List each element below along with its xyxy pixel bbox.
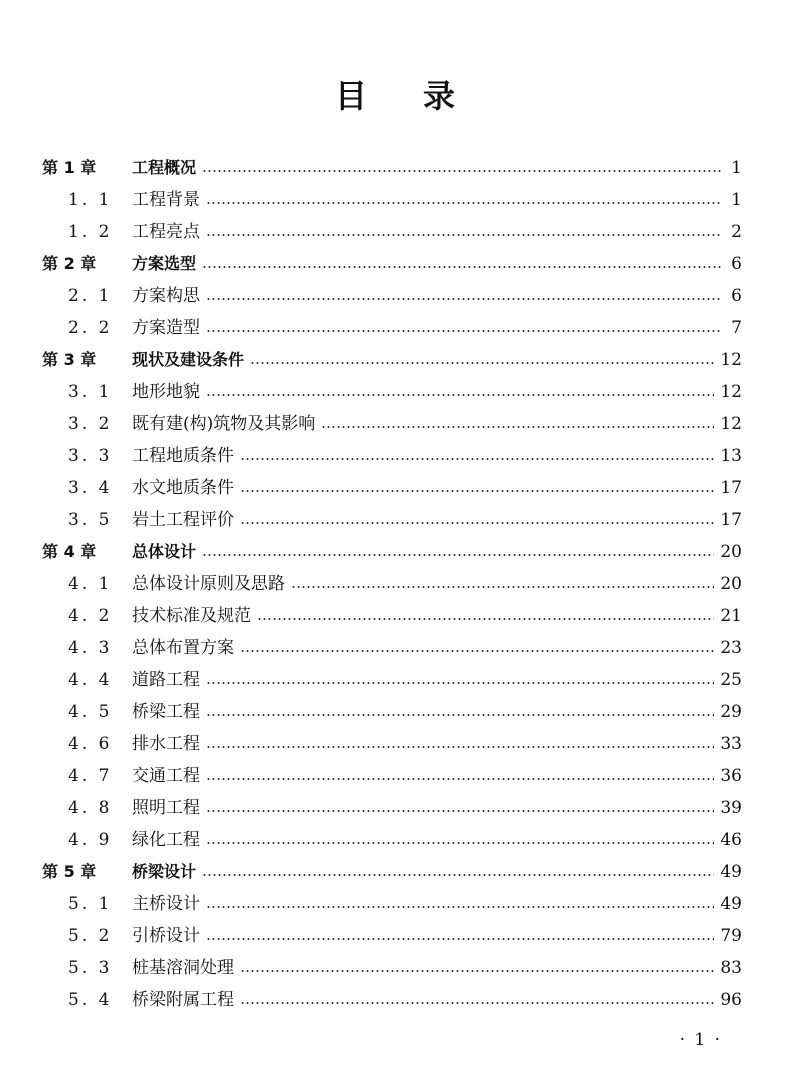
toc-entry-number: 2. 1 xyxy=(68,286,113,306)
toc-entry-title: 道路工程 xyxy=(132,670,200,690)
toc-section-row[interactable] xyxy=(42,984,742,1016)
toc-section-row[interactable] xyxy=(42,760,742,792)
toc-entry-number: 5. 4 xyxy=(68,990,113,1010)
toc-entry-title: 总体设计原则及思路 xyxy=(132,574,285,594)
toc-entry-number: 4. 8 xyxy=(68,798,113,818)
toc-entry-number: 2. 2 xyxy=(68,318,113,338)
toc-section-row[interactable] xyxy=(42,376,742,408)
toc-dot-leader xyxy=(257,618,714,620)
toc-entry-page: 6 xyxy=(731,254,742,274)
toc-entry-page: 1 xyxy=(731,190,742,210)
toc-section-row[interactable] xyxy=(42,728,742,760)
toc-entry-page: 20 xyxy=(720,574,742,594)
toc-entry-number: 3. 5 xyxy=(68,510,113,530)
page-title-char-2: 录 xyxy=(423,77,512,115)
toc-entry-page: 6 xyxy=(731,286,742,306)
toc-entry-number: 第 5 章 xyxy=(42,862,97,881)
toc-entry-page: 1 xyxy=(731,158,742,178)
toc-section-row[interactable] xyxy=(42,632,742,664)
toc-entry-page: 17 xyxy=(720,510,742,530)
toc-entry-number: 5. 2 xyxy=(68,926,113,946)
toc-chapter-row[interactable] xyxy=(42,152,742,184)
toc-entry-page: 12 xyxy=(720,350,742,370)
toc-entry-page: 83 xyxy=(720,958,742,978)
toc-entry-page: 20 xyxy=(720,542,742,562)
toc-entry-number: 4. 3 xyxy=(68,638,113,658)
toc-entry-page: 25 xyxy=(720,670,742,690)
toc-section-row[interactable] xyxy=(42,184,742,216)
toc-dot-leader xyxy=(206,906,714,908)
toc-entry-page: 49 xyxy=(720,894,742,914)
toc-dot-leader xyxy=(206,202,722,204)
toc-entry-title: 总体布置方案 xyxy=(132,638,234,658)
toc-entry-page: 36 xyxy=(720,766,742,786)
toc-entry-page: 23 xyxy=(720,638,742,658)
toc-entry-number: 第 2 章 xyxy=(42,254,97,273)
toc-section-row[interactable] xyxy=(42,280,742,312)
toc-entry-page: 46 xyxy=(720,830,742,850)
toc-dot-leader xyxy=(206,714,714,716)
toc-entry-page: 12 xyxy=(720,382,742,402)
toc-entry-title: 主桥设计 xyxy=(132,894,200,914)
toc-dot-leader xyxy=(240,522,714,524)
toc-entry-title: 岩土工程评价 xyxy=(132,510,234,530)
toc-entry-page: 12 xyxy=(720,414,742,434)
toc-entry-title: 绿化工程 xyxy=(132,830,200,850)
toc-entry-number: 1. 2 xyxy=(68,222,113,242)
toc-entry-page: 7 xyxy=(731,318,742,338)
toc-entry-page: 96 xyxy=(720,990,742,1010)
toc-dot-leader xyxy=(206,778,714,780)
toc-entry-number: 4. 4 xyxy=(68,670,113,690)
toc-dot-leader xyxy=(206,938,714,940)
toc-dot-leader xyxy=(206,810,714,812)
toc-entry-page: 39 xyxy=(720,798,742,818)
toc-section-row[interactable] xyxy=(42,824,742,856)
toc-entry-title: 技术标准及规范 xyxy=(132,606,251,626)
toc-entry-page: 49 xyxy=(720,862,742,882)
toc-chapter-row[interactable] xyxy=(42,344,742,376)
toc-dot-leader xyxy=(240,650,714,652)
toc-section-row[interactable] xyxy=(42,792,742,824)
page-title xyxy=(0,74,790,118)
toc-entry-title: 交通工程 xyxy=(132,766,200,786)
toc-entry-number: 4. 7 xyxy=(68,766,113,786)
toc-entry-page: 79 xyxy=(720,926,742,946)
toc-entry-number: 3. 3 xyxy=(68,446,113,466)
toc-entry-title: 桥梁工程 xyxy=(132,702,200,722)
toc-entry-title: 桩基溶洞处理 xyxy=(132,958,234,978)
toc-section-row[interactable] xyxy=(42,920,742,952)
toc-dot-leader xyxy=(206,394,714,396)
toc-entry-title: 桥梁设计 xyxy=(132,862,197,881)
toc-section-row[interactable] xyxy=(42,952,742,984)
page-number-footer: · 1 · xyxy=(679,1030,722,1050)
toc-entry-title: 排水工程 xyxy=(132,734,200,754)
toc-entry-number: 3. 1 xyxy=(68,382,113,402)
toc-entry-title: 方案选型 xyxy=(132,254,197,273)
toc-entry-title: 方案构思 xyxy=(132,286,200,306)
toc-entry-number: 5. 3 xyxy=(68,958,113,978)
toc-dot-leader xyxy=(240,1002,714,1004)
toc-dot-leader xyxy=(240,458,714,460)
toc-dot-leader xyxy=(202,874,714,876)
toc-entry-title: 水文地质条件 xyxy=(132,478,234,498)
toc-entry-number: 第 1 章 xyxy=(42,158,97,177)
toc-dot-leader xyxy=(291,586,714,588)
toc-section-row[interactable] xyxy=(42,472,742,504)
toc-entry-number: 4. 5 xyxy=(68,702,113,722)
toc-entry-title: 工程概况 xyxy=(132,158,197,177)
toc-dot-leader xyxy=(206,746,714,748)
toc-entry-number: 3. 4 xyxy=(68,478,113,498)
toc-entry-title: 桥梁附属工程 xyxy=(132,990,234,1010)
toc-chapter-row[interactable] xyxy=(42,856,742,888)
toc-dot-leader xyxy=(206,298,722,300)
toc-entry-page: 33 xyxy=(720,734,742,754)
toc-entry-page: 29 xyxy=(720,702,742,722)
toc-dot-leader xyxy=(240,490,714,492)
toc-entry-number: 4. 1 xyxy=(68,574,113,594)
toc-section-row[interactable] xyxy=(42,216,742,248)
toc-entry-title: 方案造型 xyxy=(132,318,200,338)
toc-section-row[interactable] xyxy=(42,408,742,440)
toc-dot-leader xyxy=(202,554,714,556)
toc-section-row[interactable] xyxy=(42,888,742,920)
toc-section-row[interactable] xyxy=(42,504,742,536)
toc-entry-number: 1. 1 xyxy=(68,190,113,210)
toc-entry-number: 4. 6 xyxy=(68,734,113,754)
toc-dot-leader xyxy=(206,330,722,332)
toc-dot-leader xyxy=(321,426,714,428)
toc-section-row[interactable] xyxy=(42,312,742,344)
toc-section-row[interactable] xyxy=(42,696,742,728)
toc-entry-number: 第 3 章 xyxy=(42,350,97,369)
toc-entry-number: 第 4 章 xyxy=(42,542,97,561)
toc-dot-leader xyxy=(202,170,722,172)
toc-dot-leader xyxy=(206,682,714,684)
toc-section-row[interactable] xyxy=(42,440,742,472)
toc-entry-number: 4. 9 xyxy=(68,830,113,850)
toc-entry-page: 21 xyxy=(720,606,742,626)
toc-entry-page: 2 xyxy=(731,222,742,242)
toc-dot-leader xyxy=(206,842,714,844)
toc-entry-title: 引桥设计 xyxy=(132,926,200,946)
toc-entry-page: 17 xyxy=(720,478,742,498)
toc-dot-leader xyxy=(202,266,722,268)
toc-entry-title: 照明工程 xyxy=(132,798,200,818)
toc-dot-leader xyxy=(206,234,722,236)
toc-entry-title: 总体设计 xyxy=(132,542,197,561)
toc-entry-title: 既有建(构)筑物及其影响 xyxy=(132,414,316,434)
toc-entry-number: 3. 2 xyxy=(68,414,113,434)
toc-dot-leader xyxy=(250,362,714,364)
toc-entry-number: 5. 1 xyxy=(68,894,113,914)
page-title-char-1: 目 xyxy=(334,77,423,115)
toc-entry-title: 工程背景 xyxy=(132,190,200,210)
toc-section-row[interactable] xyxy=(42,664,742,696)
toc-chapter-row[interactable] xyxy=(42,248,742,280)
toc-dot-leader xyxy=(240,970,714,972)
toc-entry-title: 工程地质条件 xyxy=(132,446,234,466)
toc-entry-title: 地形地貌 xyxy=(132,382,200,402)
table-of-contents xyxy=(42,152,742,1016)
toc-chapter-row[interactable] xyxy=(42,536,742,568)
toc-entry-page: 13 xyxy=(720,446,742,466)
toc-section-row[interactable] xyxy=(42,568,742,600)
toc-entry-title: 现状及建设条件 xyxy=(132,350,245,369)
toc-entry-number: 4. 2 xyxy=(68,606,113,626)
toc-section-row[interactable] xyxy=(42,600,742,632)
toc-entry-title: 工程亮点 xyxy=(132,222,200,242)
